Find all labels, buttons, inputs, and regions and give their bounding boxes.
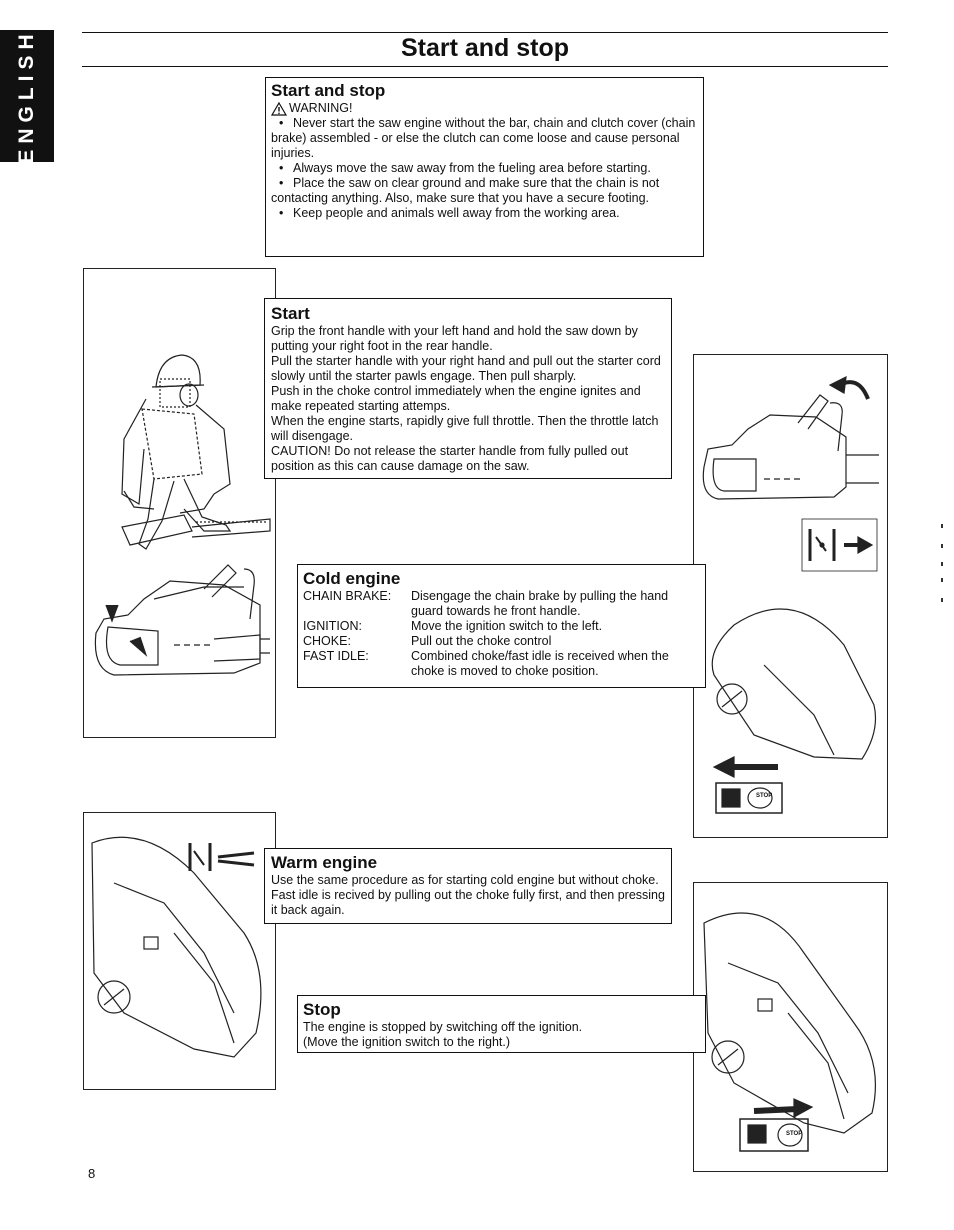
warm-engine-heading: Warm engine xyxy=(271,853,378,872)
illustration-frame-cold xyxy=(693,354,888,838)
list-item: • Place the saw on clear ground and make sure that the chain is not contacting anything. Also, make sure that you have a secure footing. xyxy=(271,176,660,205)
saw-choke-ignition-illustration xyxy=(694,355,889,839)
cold-engine-heading: Cold engine xyxy=(303,569,401,588)
start-line: Push in the choke control immediately when the engine ignites and make repeated starting attemps. xyxy=(271,384,641,413)
cold-engine-row: CHAIN BRAKE: Disengage the chain brake by pulling the hand guard towards he front handle. xyxy=(303,589,669,618)
start-line: When the engine starts, rapidly give full throttle. Then the throttle latch will disengage. xyxy=(271,414,659,443)
start-heading: Start xyxy=(271,304,310,323)
illustration-frame-start xyxy=(83,268,276,738)
cold-engine-box xyxy=(297,564,706,688)
start-and-stop-warning-box xyxy=(265,77,704,257)
operator-starting-saw-illustration xyxy=(84,269,277,739)
margin-marks xyxy=(940,520,950,620)
stop-badge-label-1: STOP xyxy=(756,793,773,799)
intro-heading: Start and stop xyxy=(271,81,386,100)
stop-heading: Stop xyxy=(303,1000,341,1019)
start-line: Grip the front handle with your left hand and hold the saw down by putting your right foot in the rear handle. xyxy=(271,324,638,353)
warning-row xyxy=(271,101,697,116)
illustration-frame-warm xyxy=(83,812,276,1090)
start-line: Pull the starter handle with your right hand and pull out the starter cord slowly until the starter pawls engage. Then pull sharply. xyxy=(271,354,661,383)
start-line: CAUTION! Do not release the starter handle from fully pulled out position as this can cause damage on the saw. xyxy=(271,444,629,473)
page-number: 8 xyxy=(88,1166,96,1181)
stop-badge-label-2: STOP xyxy=(786,1131,803,1137)
list-item: • Keep people and animals well away from the working area. xyxy=(279,206,620,220)
saw-stop-illustration xyxy=(694,883,889,1173)
warm-engine-box xyxy=(264,848,672,924)
page-title: Start and stop xyxy=(400,34,570,62)
stop-line: The engine is stopped by switching off the ignition. xyxy=(303,1020,583,1034)
language-tab xyxy=(0,30,54,162)
list-item: • Always move the saw away from the fueling area before starting. xyxy=(279,161,651,175)
cold-engine-row: IGNITION: Move the ignition switch to the left. xyxy=(303,619,603,633)
cold-engine-row: FAST IDLE: Combined choke/fast idle is received when the choke is moved to choke position. xyxy=(303,649,669,678)
warning-list xyxy=(271,116,697,221)
stop-line: (Move the ignition switch to the right.) xyxy=(303,1035,511,1049)
language-tab-label: ENGLISH xyxy=(15,28,38,164)
stop-box xyxy=(297,995,706,1053)
start-box xyxy=(264,298,672,479)
warning-triangle-icon xyxy=(271,102,287,116)
title-rule-top xyxy=(82,32,888,33)
saw-warm-start-illustration xyxy=(84,813,277,1091)
illustration-frame-stop xyxy=(693,882,888,1172)
warm-engine-text: Use the same procedure as for starting cold engine but without choke. Fast idle is recived by pulling out the choke fully first, and then pressing it back again. xyxy=(271,873,665,917)
list-item: • Never start the saw engine without the bar, chain and clutch cover (chain brake) assembled - or else the clutch can come loose and cause personal injuries. xyxy=(271,116,696,160)
title-rule-bottom xyxy=(82,66,888,67)
warning-label: WARNING! xyxy=(289,101,353,115)
cold-engine-row: CHOKE: Pull out the choke control xyxy=(303,634,552,648)
